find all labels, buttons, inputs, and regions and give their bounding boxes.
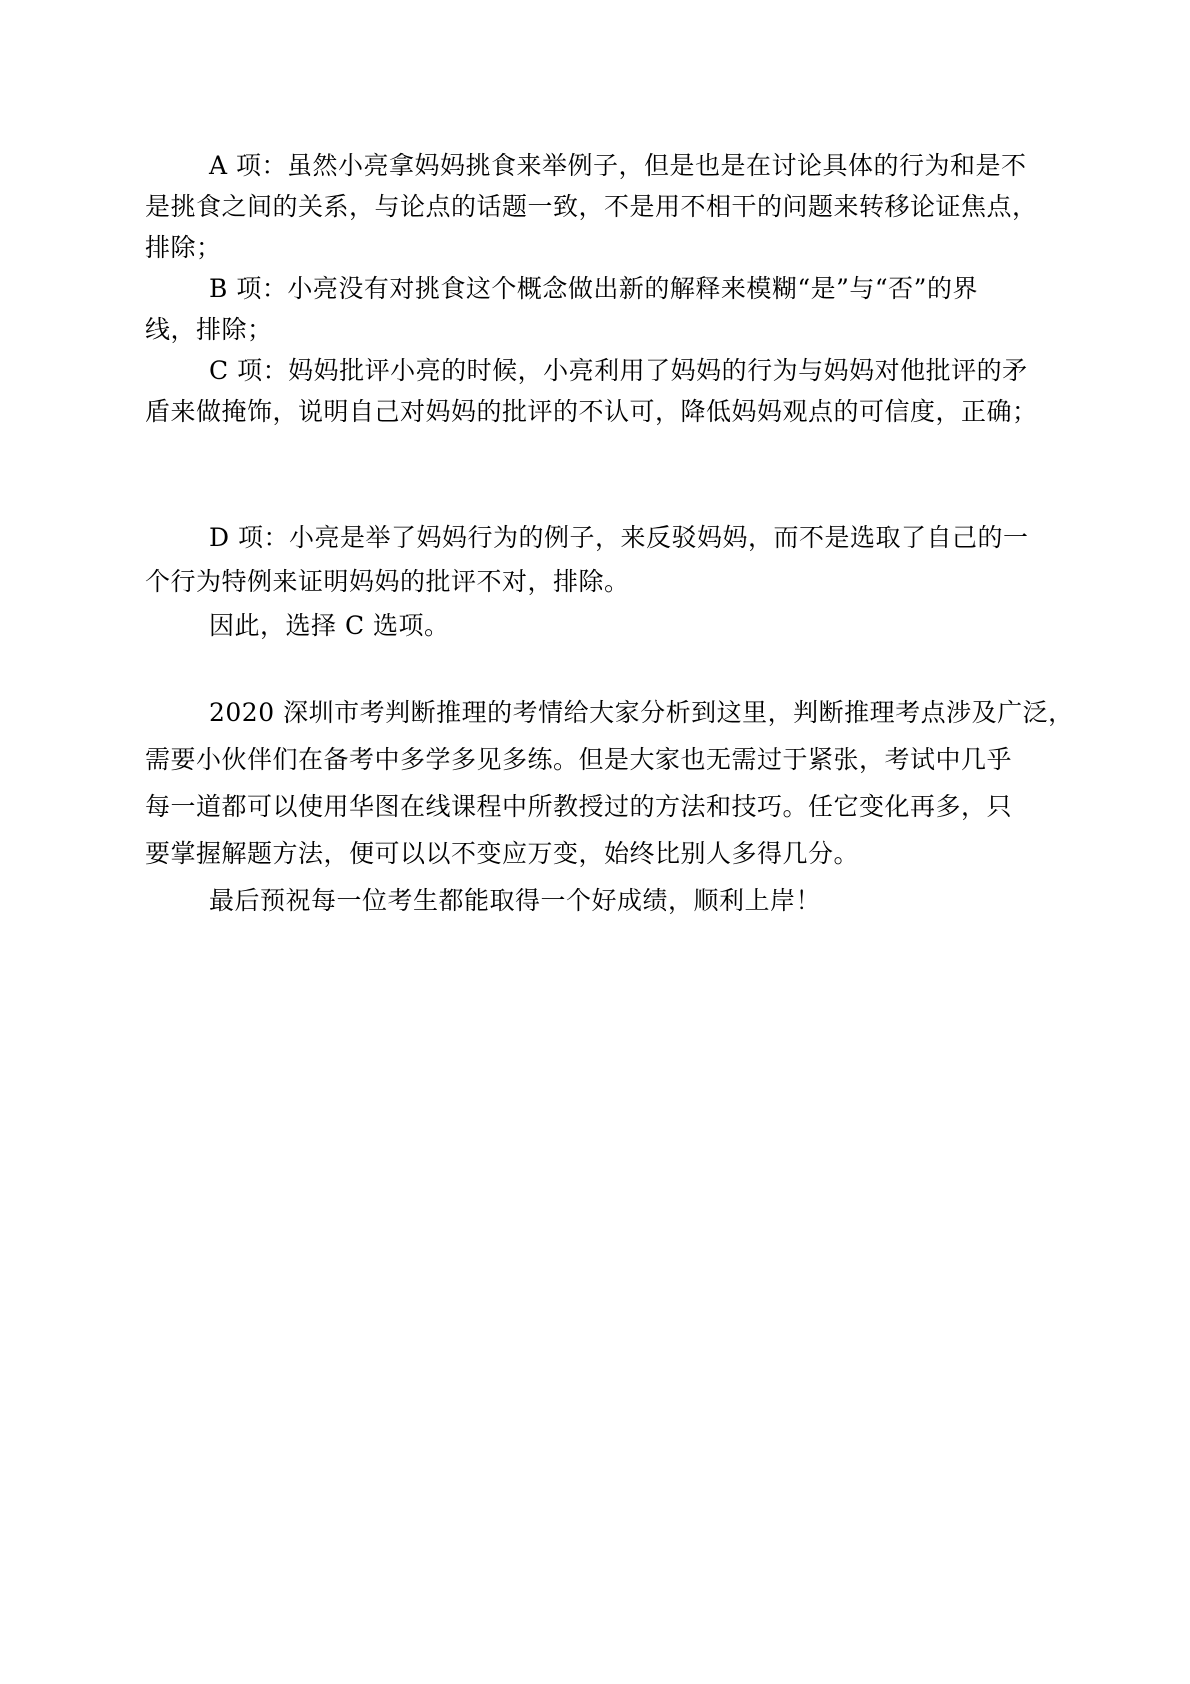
text-line: 因此，选择 C 选项。 bbox=[209, 611, 450, 640]
text-line: 要掌握解题方法，便可以以不变应万变，始终比别人多得几分。 bbox=[145, 839, 860, 868]
paragraph-conclusion bbox=[145, 604, 1035, 648]
text-line: A 项：虽然小亮拿妈妈挑食来举例子，但是也是在讨论具体的行为和是不 bbox=[209, 151, 1027, 180]
text-line: 线，排除； bbox=[145, 315, 273, 344]
text-line: 最后预祝每一位考生都能取得一个好成绩，顺利上岸！ bbox=[209, 886, 822, 915]
text-line: B 项：小亮没有对挑食这个概念做出新的解释来模糊“是”与“否”的界 bbox=[209, 274, 978, 303]
text-line: C 项：妈妈批评小亮的时候，小亮利用了妈妈的行为与妈妈对他批评的矛 bbox=[209, 356, 1028, 385]
text-line: 2020 深圳市考判断推理的考情给大家分析到这里，判断推理考点涉及广泛， bbox=[209, 698, 1074, 727]
paragraph-option-d bbox=[145, 516, 1035, 604]
text-line: 是挑食之间的关系，与论点的话题一致，不是用不相干的问题来转移论证焦点， bbox=[145, 192, 1038, 221]
paragraph-option-c bbox=[145, 350, 1038, 432]
paragraph-option-a bbox=[145, 145, 1038, 268]
paragraph-option-b bbox=[145, 268, 1035, 350]
paragraph-well-wishes bbox=[145, 877, 1035, 924]
paragraph-closing-summary bbox=[145, 689, 1074, 877]
text-line: 排除； bbox=[145, 233, 222, 262]
text-line: 每一道都可以使用华图在线课程中所教授过的方法和技巧。任它变化再多，只 bbox=[145, 792, 1013, 821]
document-body-text bbox=[145, 145, 1074, 924]
text-line: 盾来做掩饰，说明自己对妈妈的批评的不认可，降低妈妈观点的可信度，正确； bbox=[145, 397, 1038, 426]
text-line: 需要小伙伴们在备考中多学多见多练。但是大家也无需过于紧张，考试中几乎 bbox=[145, 745, 1013, 774]
options-analysis-section bbox=[145, 145, 1038, 432]
text-line: D 项：小亮是举了妈妈行为的例子，来反驳妈妈，而不是选取了自己的一 bbox=[209, 523, 1029, 552]
text-line: 个行为特例来证明妈妈的批评不对，排除。 bbox=[145, 567, 630, 596]
closing-section bbox=[145, 689, 1074, 924]
answer-section bbox=[145, 516, 1035, 648]
